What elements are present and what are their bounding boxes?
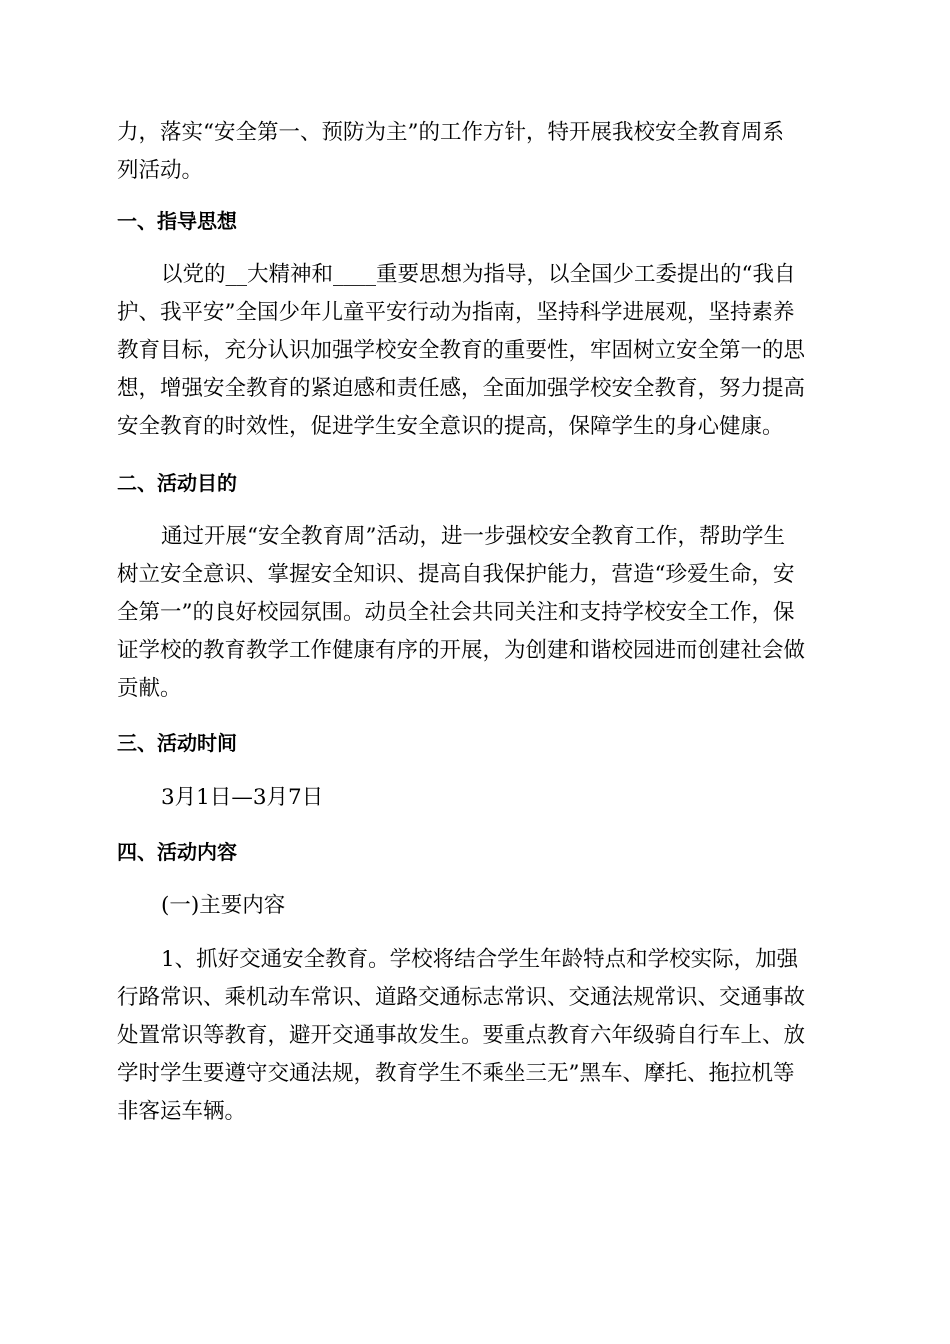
paragraph-line: 力，落实“安全第一、预防为主”的工作方针，特开展我校安全教育周系 bbox=[117, 120, 784, 145]
paragraph-line: 全第一”的良好校园氛围。动员全社会共同关注和支持学校安全工作，保 bbox=[117, 600, 795, 625]
paragraph-line: 处置常识等教育，避开交通事故发生。要重点教育六年级骑自行车上、放 bbox=[117, 1023, 806, 1048]
paragraph-line: 通过开展“安全教育周”活动，进一步强校安全教育工作，帮助学生 bbox=[161, 524, 785, 549]
paragraph-line: 护、我平安”全国少年儿童平安行动为指南，坚持科学进展观，坚持素养 bbox=[117, 300, 795, 325]
section-heading-activity-content: 四、活动内容 bbox=[117, 840, 237, 864]
section-heading-guiding-ideology: 一、指导思想 bbox=[117, 209, 237, 233]
paragraph-line: 1、抓好交通安全教育。学校将结合学生年龄特点和学校实际，加强 bbox=[161, 947, 799, 972]
section-heading-activity-time: 三、活动时间 bbox=[117, 731, 237, 755]
section2-paragraph bbox=[117, 518, 835, 708]
paragraph-line: 列活动。 bbox=[117, 158, 204, 183]
activity-date: 3月1日—3月7日 bbox=[161, 785, 324, 810]
subsection-heading: (一)主要内容 bbox=[161, 893, 286, 918]
section3-paragraph bbox=[117, 779, 835, 817]
section4-paragraph bbox=[117, 941, 835, 1131]
paragraph-line: 证学校的教育教学工作健康有序的开展，为创建和谐校园进而创建社会做 bbox=[117, 638, 806, 663]
paragraph-line: 非客运车辆。 bbox=[117, 1099, 247, 1124]
section-heading-activity-purpose: 二、活动目的 bbox=[117, 471, 237, 495]
paragraph-line: 教育目标，充分认识加强学校安全教育的重要性，牢固树立安全第一的思 bbox=[117, 338, 806, 363]
paragraph-line: 树立安全意识、掌握安全知识、提高自我保护能力，营造“珍爱生命，安 bbox=[117, 562, 795, 587]
section4-subheading-block bbox=[117, 887, 835, 925]
paragraph-line: 行路常识、乘机动车常识、道路交通标志常识、交通法规常识、交通事故 bbox=[117, 985, 806, 1010]
paragraph-line: 贡献。 bbox=[117, 676, 182, 701]
section1-paragraph bbox=[117, 256, 835, 446]
paragraph-line: 学时学生要遵守交通法规，教育学生不乘坐三无”黑车、摩托、拖拉机等 bbox=[117, 1061, 795, 1086]
intro-paragraph bbox=[117, 114, 835, 190]
paragraph-line: 安全教育的时效性，促进学生安全意识的提高，保障学生的身心健康。 bbox=[117, 414, 784, 439]
paragraph-line: 以党的__大精神和____重要思想为指导，以全国少工委提出的“我自 bbox=[161, 262, 796, 287]
paragraph-line: 想，增强安全教育的紧迫感和责任感，全面加强学校安全教育，努力提高 bbox=[117, 376, 806, 401]
